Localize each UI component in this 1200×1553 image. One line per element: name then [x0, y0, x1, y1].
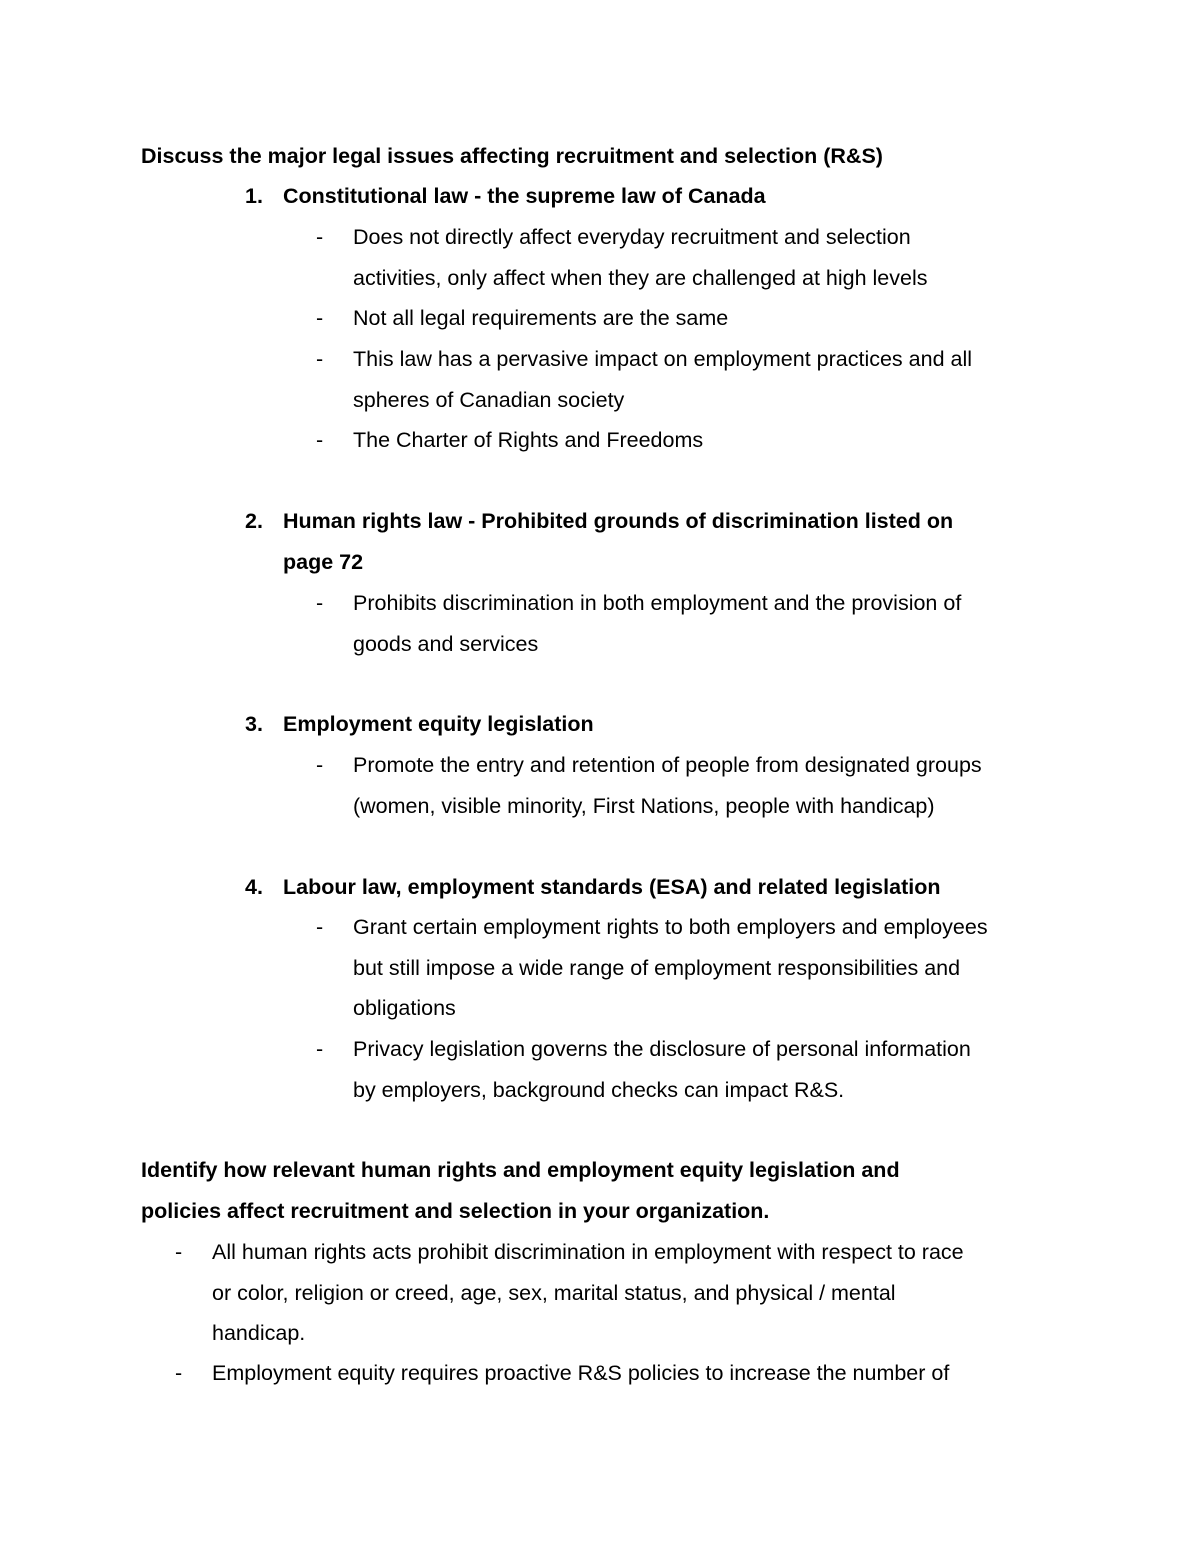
dash-bullet: -: [316, 306, 324, 330]
section-3-title: [245, 704, 594, 745]
section-title-text: Constitutional law - the supreme law of Canada: [283, 184, 766, 208]
dash-bullet: -: [316, 225, 324, 249]
section-4-title: [245, 867, 940, 908]
dash-bullet: -: [175, 1361, 183, 1385]
dash-bullet: -: [175, 1240, 183, 1264]
section-title-text: Employment equity legislation: [283, 712, 594, 736]
section-title-text: Labour law, employment standards (ESA) and related legislation: [283, 875, 941, 899]
section-number: 2.: [245, 509, 263, 533]
dash-bullet: -: [316, 1037, 324, 1061]
section-title-text: Human rights law - Prohibited grounds of discrimination listed on: [283, 509, 954, 533]
dash-bullet: -: [316, 591, 324, 615]
heading-identify-legislation: Identify how relevant human rights and employment equity legislation and: [141, 1158, 900, 1182]
section-number: 1.: [245, 184, 263, 208]
section-number: 3.: [245, 712, 263, 736]
dash-bullet: -: [316, 428, 324, 452]
section-2-title: [245, 501, 953, 542]
document-page: Discuss the major legal issues affecting recruitment and selection (R&S) 1. Constitutional law - the supreme law of Canada - Does not directly affect everyday recruitment and selection activities, only affect when they are challenged at high levels - Not all legal requirements are the same - This law has a pervasive impact on employment practices and all spheres of Canadian society - The Charter of Rights and Freedoms 2. Human rights law - Prohibited grounds of discrimination listed on page 72 - Prohibits discrimination in both employment and the provision of goods and services 3. Employment equity legislation - Promote the entry and retention of people from designated groups (women, visible minority, First Nations, people with handicap) 4. Labour law, employment standards (ESA) and related legislation - Grant certain employment rights to both employers and employees but still impose a wide range of employment responsibilities and obligations - Privacy legislation governs the disclosure of personal information by employers, background checks can impact R&S. Identify how relevant human rights and employment equity legislation and policies affect recruitment and selection in your organization. - All human rights acts prohibit discrimination in employment with respect to race or color, religion or creed, age, sex, marital status, and physical / mental handicap. - Employment equity requires proactive R&S policies to increase the number of: [0, 0, 1200, 1553]
heading-legal-issues: Discuss the major legal issues affecting recruitment and selection (R&S): [141, 144, 883, 168]
section-1-title: [245, 176, 766, 217]
heading-identify-legislation-continued: policies affect recruitment and selection in your organization.: [141, 1199, 770, 1223]
section-2-title-continued: page 72: [283, 550, 364, 574]
dash-bullet: -: [316, 347, 324, 371]
dash-bullet: -: [316, 915, 324, 939]
section-number: 4.: [245, 875, 263, 899]
dash-bullet: -: [316, 753, 324, 777]
